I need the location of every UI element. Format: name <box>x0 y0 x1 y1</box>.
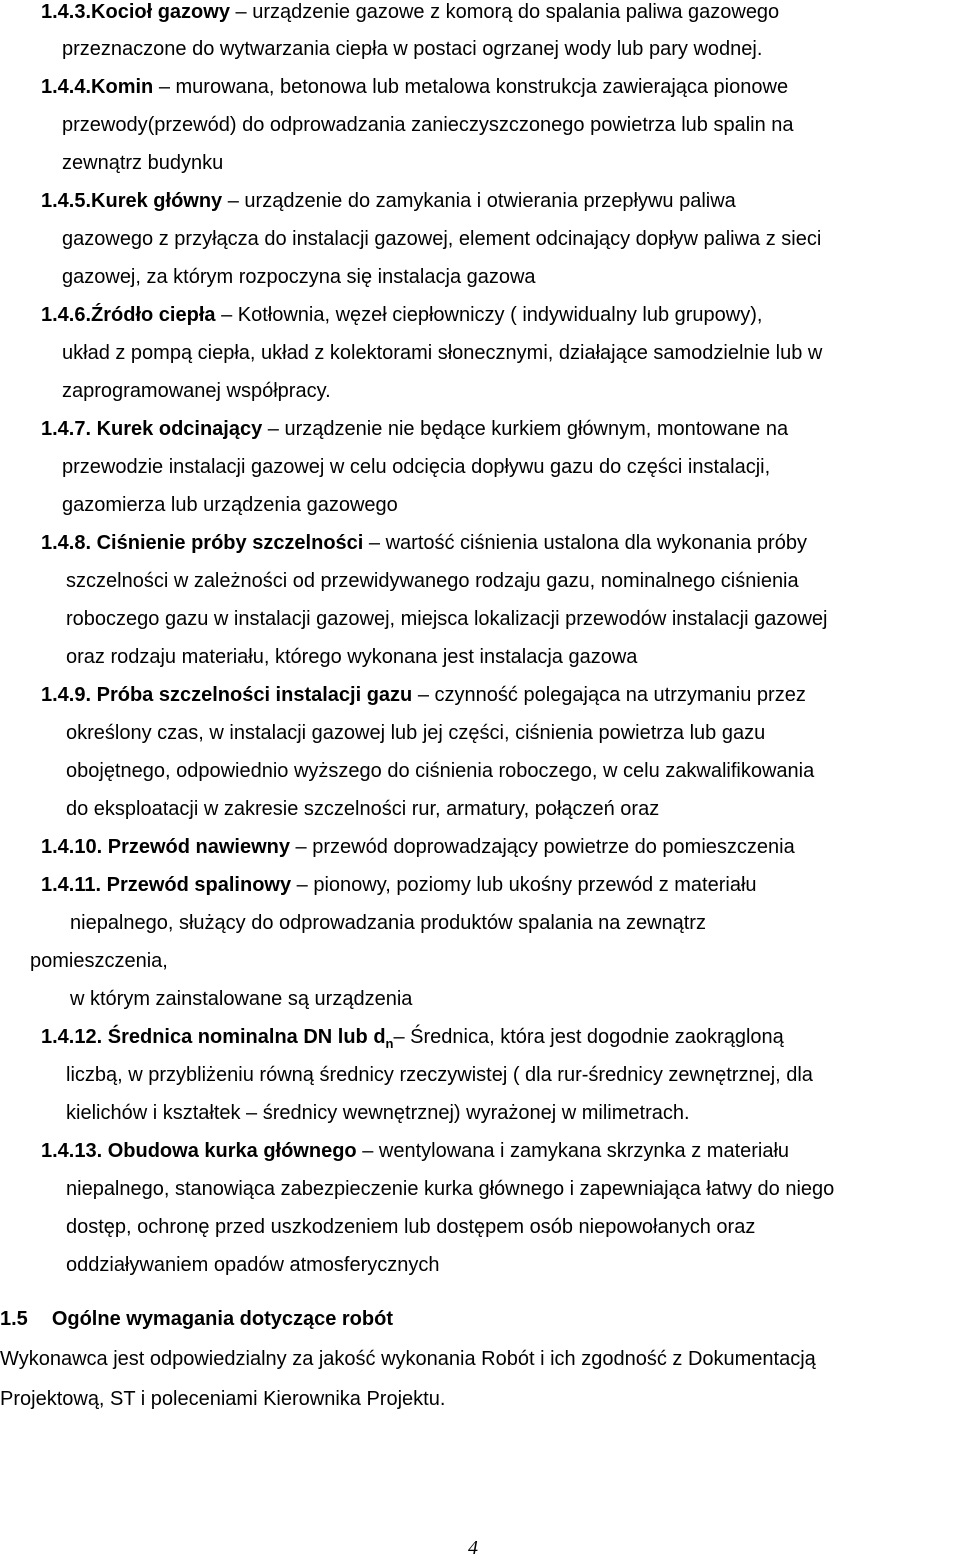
definition-1-4-11-line-1 <box>41 873 757 897</box>
definition-text: – przewód doprowadzający powietrze do pomieszczenia <box>290 836 795 858</box>
definition-1-4-13-line-3: dostęp, ochronę przed uszkodzeniem lub dostępem osób niepowołanych oraz <box>66 1216 756 1238</box>
definition-1-4-3-line-2: przeznaczone do wytwarzania ciepła w postaci ogrzanej wody lub pary wodnej. <box>62 38 763 60</box>
definition-text: – urządzenie do zamykania i otwierania przepływu paliwa <box>222 190 736 212</box>
definition-number: 1.4.4. <box>41 76 92 98</box>
definition-term: Ciśnienie próby szczelności <box>91 532 364 554</box>
definition-1-4-6-line-1 <box>41 303 762 327</box>
definition-term: Średnica nominalna DN lub d <box>102 1026 386 1048</box>
paragraph-line-1: Wykonawca jest odpowiedzialny za jakość wykonania Robót i ich zgodność z Dokumentacją <box>0 1348 816 1370</box>
definition-1-4-9-line-1 <box>41 683 806 707</box>
definition-1-4-8-line-1 <box>41 531 807 555</box>
definition-1-4-10-line-1 <box>41 835 795 859</box>
definition-text: – wentylowana i zamykana skrzynka z materiału <box>356 1140 790 1162</box>
definition-1-4-12-line-1 <box>41 1025 784 1051</box>
definition-term: Próba szczelności instalacji gazu <box>91 684 413 706</box>
definition-1-4-11-line-2: niepalnego, służący do odprowadzania produktów spalania na zewnątrz <box>70 912 706 934</box>
definition-number: 1.4.5. <box>41 190 92 212</box>
definition-1-4-13-line-4: oddziaływaniem opadów atmosferycznych <box>66 1254 440 1276</box>
definition-1-4-9-line-2: określony czas, w instalacji gazowej lub jej części, ciśnienia powietrza lub gazu <box>66 722 766 744</box>
definition-text: – urządzenie gazowe z komorą do spalania paliwa gazowego <box>229 1 780 23</box>
definition-1-4-3-line-1 <box>41 0 779 24</box>
definition-1-4-12-line-3: kielichów i kształtek – średnicy wewnętrznej) wyrażonej w milimetrach. <box>66 1102 690 1124</box>
definition-1-4-7-line-1 <box>41 417 788 441</box>
definition-1-4-13-line-1 <box>41 1139 789 1163</box>
definition-1-4-7-line-2: przewodzie instalacji gazowej w celu odcięcia dopływu gazu do części instalacji, <box>62 456 771 478</box>
definition-number: 1.4.11. <box>41 874 102 896</box>
definition-1-4-8-line-2: szczelności w zależności od przewidywanego rodzaju gazu, nominalnego ciśnienia <box>66 570 799 592</box>
definition-1-4-9-line-3: obojętnego, odpowiednio wyższego do ciśnienia roboczego, w celu zakwalifikowania <box>66 760 815 782</box>
definition-term: Komin <box>91 76 154 98</box>
definition-1-4-8-line-4: oraz rodzaju materiału, którego wykonana jest instalacja gazowa <box>66 646 638 668</box>
definition-1-4-4-line-3: zewnątrz budynku <box>62 152 224 174</box>
definition-text: – pionowy, poziomy lub ukośny przewód z materiału <box>291 874 757 896</box>
definition-1-4-11-line-4: w którym zainstalowane są urządzenia <box>70 988 413 1010</box>
definition-text: – wartość ciśnienia ustalona dla wykonania próby <box>363 532 807 554</box>
definition-text: – urządzenie nie będące kurkiem głównym, montowane na <box>262 418 789 440</box>
definition-1-4-5-line-2: gazowego z przyłącza do instalacji gazowej, element odcinający dopływ paliwa z sieci <box>62 228 822 250</box>
definition-1-4-4-line-1 <box>41 75 788 99</box>
definition-1-4-8-line-3: roboczego gazu w instalacji gazowej, miejsca lokalizacji przewodów instalacji gazowej <box>66 608 828 630</box>
definition-term-subscript: n <box>385 1036 394 1051</box>
definition-term: Przewód spalinowy <box>101 874 292 896</box>
definition-1-4-11-line-3: pomieszczenia, <box>30 950 168 972</box>
definition-text: – czynność polegająca na utrzymaniu przez <box>412 684 806 706</box>
definition-1-4-5-line-1 <box>41 189 736 213</box>
definition-number: 1.4.3. <box>41 1 92 23</box>
definition-term: Kurek odcinający <box>91 418 263 440</box>
definition-number: 1.4.9. <box>41 684 92 706</box>
definition-1-4-9-line-4: do eksploatacji w zakresie szczelności rur, armatury, połączeń oraz <box>66 798 660 820</box>
definition-1-4-7-line-3: gazomierza lub urządzenia gazowego <box>62 494 398 516</box>
definition-number: 1.4.7. <box>41 418 92 440</box>
section-number: 1.5 <box>0 1308 28 1330</box>
definition-number: 1.4.10. <box>41 836 103 858</box>
definition-text: – murowana, betonowa lub metalowa konstrukcja zawierająca pionowe <box>153 76 789 98</box>
definition-text: – Kotłownia, węzeł ciepłowniczy ( indywidualny lub grupowy), <box>215 304 763 326</box>
definition-1-4-6-line-2: układ z pompą ciepła, układ z kolektorami słonecznymi, działające samodzielnie lub w <box>62 342 823 364</box>
definition-term: Przewód nawiewny <box>102 836 290 858</box>
definition-term: Kurek główny <box>91 190 223 212</box>
definition-term: Obudowa kurka głównego <box>102 1140 357 1162</box>
section-heading <box>0 1307 393 1331</box>
section-title: Ogólne wymagania dotyczące robót <box>51 1308 393 1330</box>
paragraph-line-2: Projektową, ST i poleceniami Kierownika Projektu. <box>0 1388 446 1410</box>
definition-term: Źródło ciepła <box>91 304 216 326</box>
definition-number: 1.4.6. <box>41 304 92 326</box>
definition-number: 1.4.8. <box>41 532 92 554</box>
definition-1-4-5-line-3: gazowej, za którym rozpoczyna się instalacja gazowa <box>62 266 536 288</box>
definition-term: Kocioł gazowy <box>91 1 230 23</box>
definition-text: – Średnica, która jest dogodnie zaokrągloną <box>393 1026 784 1048</box>
definition-1-4-6-line-3: zaprogramowanej współpracy. <box>62 380 331 402</box>
page-number: 4 <box>468 1537 478 1559</box>
definition-1-4-4-line-2: przewody(przewód) do odprowadzania zanieczyszczonego powietrza lub spalin na <box>62 114 794 136</box>
definition-1-4-12-line-2: liczbą, w przybliżeniu równą średnicy rzeczywistej ( dla rur-średnicy zewnętrznej, dla <box>66 1064 813 1086</box>
definition-number: 1.4.13. <box>41 1140 103 1162</box>
definition-1-4-13-line-2: niepalnego, stanowiąca zabezpieczenie kurka głównego i zapewniająca łatwy do niego <box>66 1178 835 1200</box>
definition-number: 1.4.12. <box>41 1026 103 1048</box>
